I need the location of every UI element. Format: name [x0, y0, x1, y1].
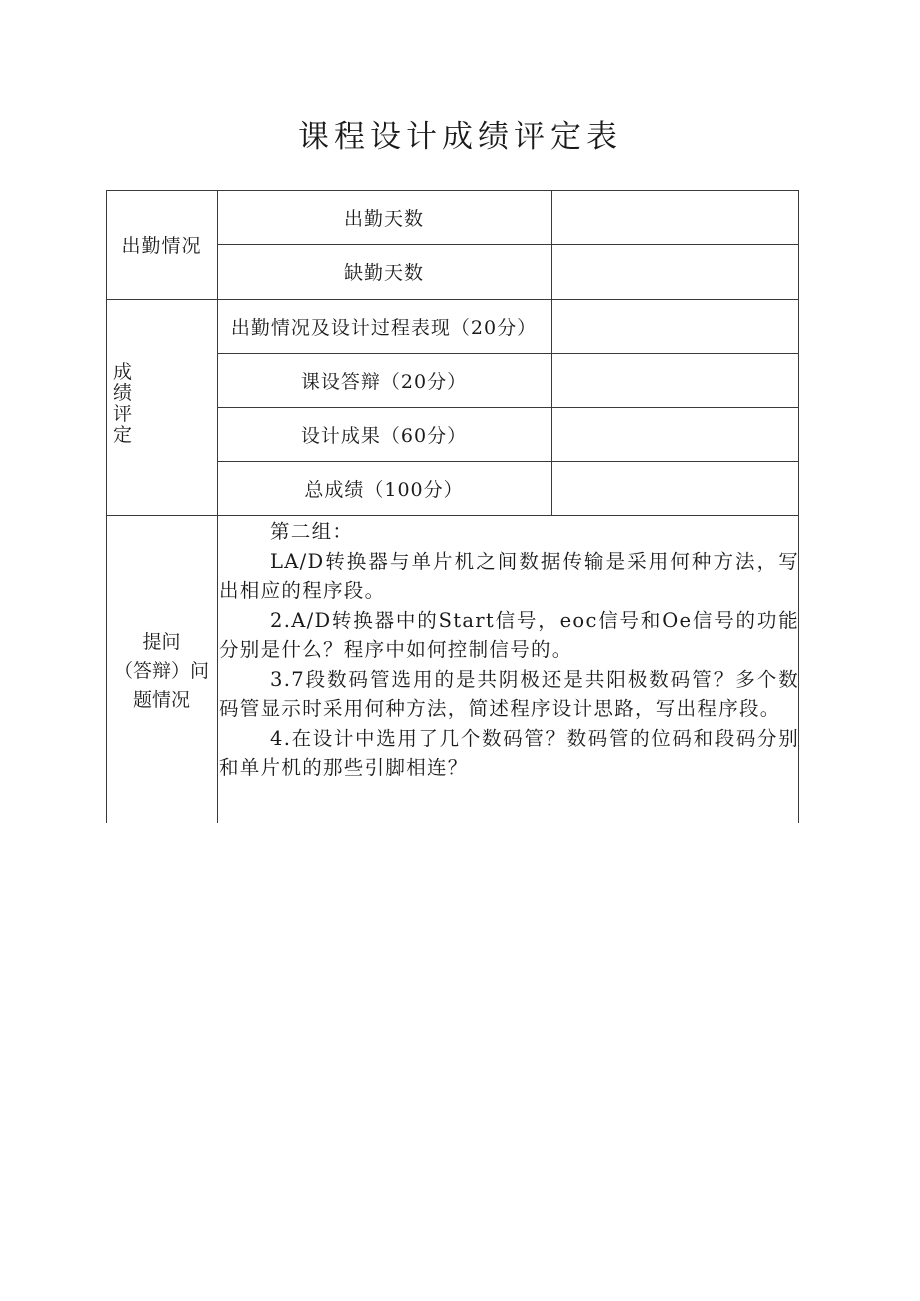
question-paragraph: 4.在设计中选用了几个数码管？数码管的位码和段码分别和单片机的那些引脚相连？: [219, 726, 799, 779]
grading-section-label: 成绩评定: [113, 361, 133, 446]
defense-questions-label: [106, 628, 217, 715]
total-score-value[interactable]: [552, 461, 798, 515]
defense-score-value[interactable]: [552, 353, 798, 407]
defense-label-line: 题情况: [132, 689, 190, 711]
absence-days-value[interactable]: [552, 244, 798, 299]
attendance-days-label: 出勤天数: [343, 207, 424, 230]
grading-table: [106, 190, 799, 823]
question-paragraph: 3.7段数码管选用的是共阴极还是共阳极数码管？多个数码管显示时采用何种方法，简述程序设计思路，写出程序段。: [219, 667, 799, 720]
question-paragraph: LA/D转换器与单片机之间数据传输是采用何种方法，写出相应的程序段。: [219, 549, 799, 602]
defense-score-label: 课设答辩（20分）: [300, 370, 468, 393]
section-divider: [106, 515, 799, 516]
performance-score-label: 出勤情况及设计过程表现（20分）: [230, 316, 538, 339]
result-score-value[interactable]: [552, 407, 798, 461]
result-score-label: 设计成果（60分）: [300, 424, 468, 447]
absence-days-label: 缺勤天数: [343, 262, 424, 284]
attendance-days-value[interactable]: [552, 190, 798, 244]
defense-questions-text: [219, 517, 799, 783]
attendance-section-label: 出勤情况: [121, 235, 202, 257]
total-score-label: 总成绩（100分）: [304, 478, 464, 501]
performance-score-value[interactable]: [552, 299, 798, 353]
question-paragraph: 2.A/D转换器中的Start信号，eoc信号和Oe信号的功能分别是什么？程序中如何控制信号的。: [219, 608, 799, 661]
page-title: 课程设计成绩评定表: [298, 119, 622, 155]
defense-label-line: （答辩）问: [113, 660, 209, 682]
question-group-heading: 第二组：: [270, 520, 354, 543]
defense-label-line: 提问: [142, 631, 181, 653]
